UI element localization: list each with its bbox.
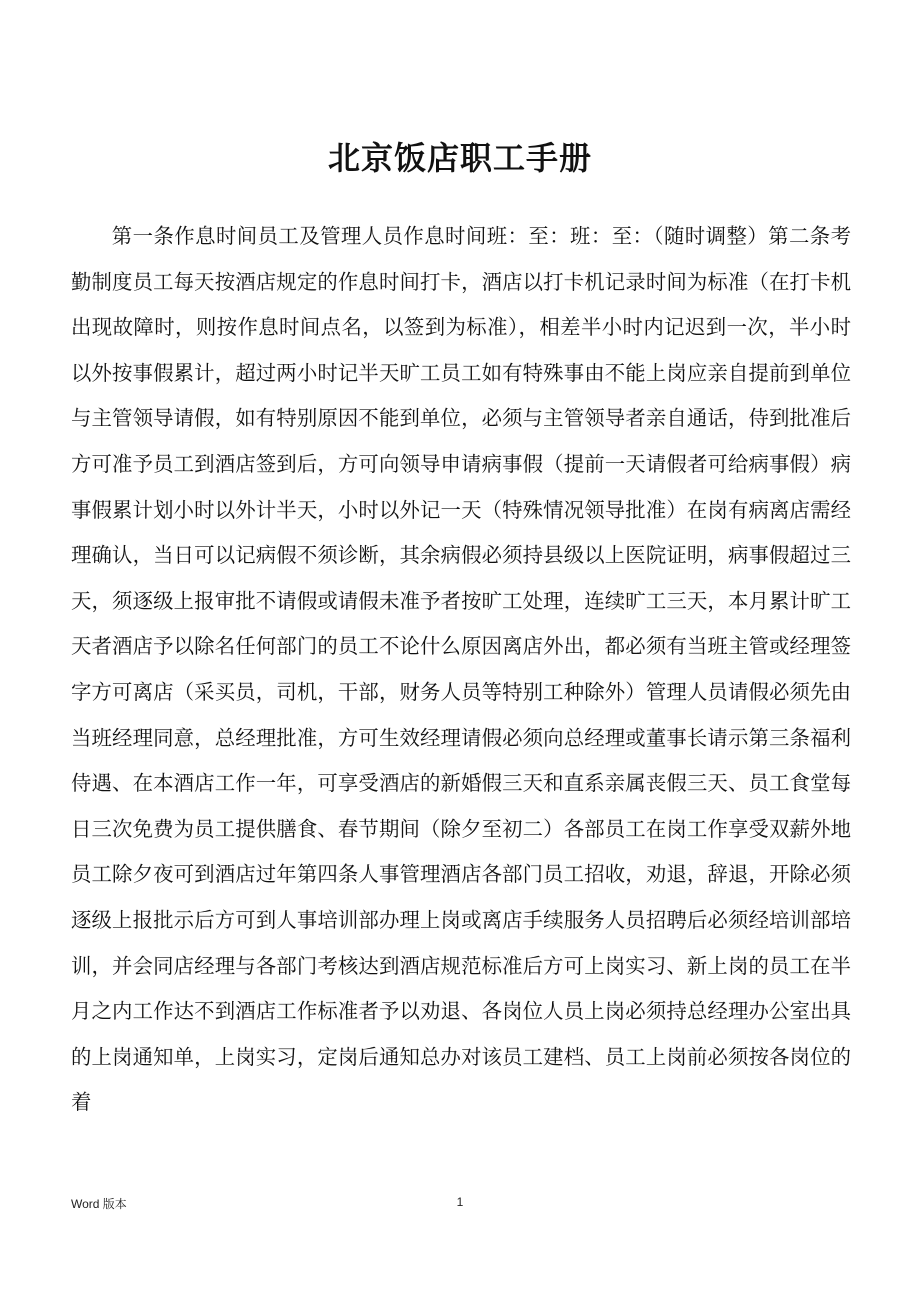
document-body: 第一条作息时间员工及管理人员作息时间班：至：班：至：（随时调整）第二条考勤制度员工每天按酒店规定的作息时间打卡，酒店以打卡机记录时间为标准（在打卡机出现故障时，则按作息时间点名，以签到为标准），相差半小时内记迟到一次，半小时以外按事假累计，超过两小时记半天旷工员工如有特殊事由不能上岗应亲自提前到单位与主管领导请假，如有特别原因不能到单位，必须与主管领导者亲自通话，侍到批准后方可准予员工到酒店签到后，方可向领导申请病事假（提前一天请假者可给病事假）病事假累计划小时以外计半天，小时以外记一天（特殊情况领导批准）在岗有病离店需经理确认，当日可以记病假不须诊断，其余病假必须持县级以上医院证明，病事假超过三天，须逐级上报审批不请假或请假未准予者按旷工处理，连续旷工三天，本月累计旷工天者酒店予以除名任何部门的员工不论什么原因离店外出，都必须有当班主管或经理签字方可离店（采买员，司机，干部，财务人员等特别工种除外）管理人员请假必须先由当班经理同意，总经理批准，方可生效经理请假必须向总经理或董事长请示第三条福利侍遇、在本酒店工作一年，可享受酒店的新婚假三天和直系亲属丧假三天、员工食堂每日三次免费为员工提供膳食、春节期间（除夕至初二）各部员工在岗工作享受双薪外地员工除夕夜可到酒店过年第四条人事管理酒店各部门员工招收，劝退，辞退，开除必须逐级上报批示后方可到人事培训部办理上岗或离店手续服务人员招聘后必须经培训部培训，并会同店经理与各部门考核达到酒店规范标准后方可上岗实习、新上岗的员工在半月之内工作达不到酒店工作标准者予以劝退、各岗位人员上岗必须持总经理办公室出具的上岗通知单，上岗实习，定岗后通知总办对该员工建档、员工上岗前必须按各岗位的着 (71, 224, 851, 1115)
footer-label: Word 版本 (71, 1197, 127, 1211)
document-title: 北京饭店职工手册 (327, 139, 592, 177)
page-number: 1 (456, 1195, 464, 1209)
